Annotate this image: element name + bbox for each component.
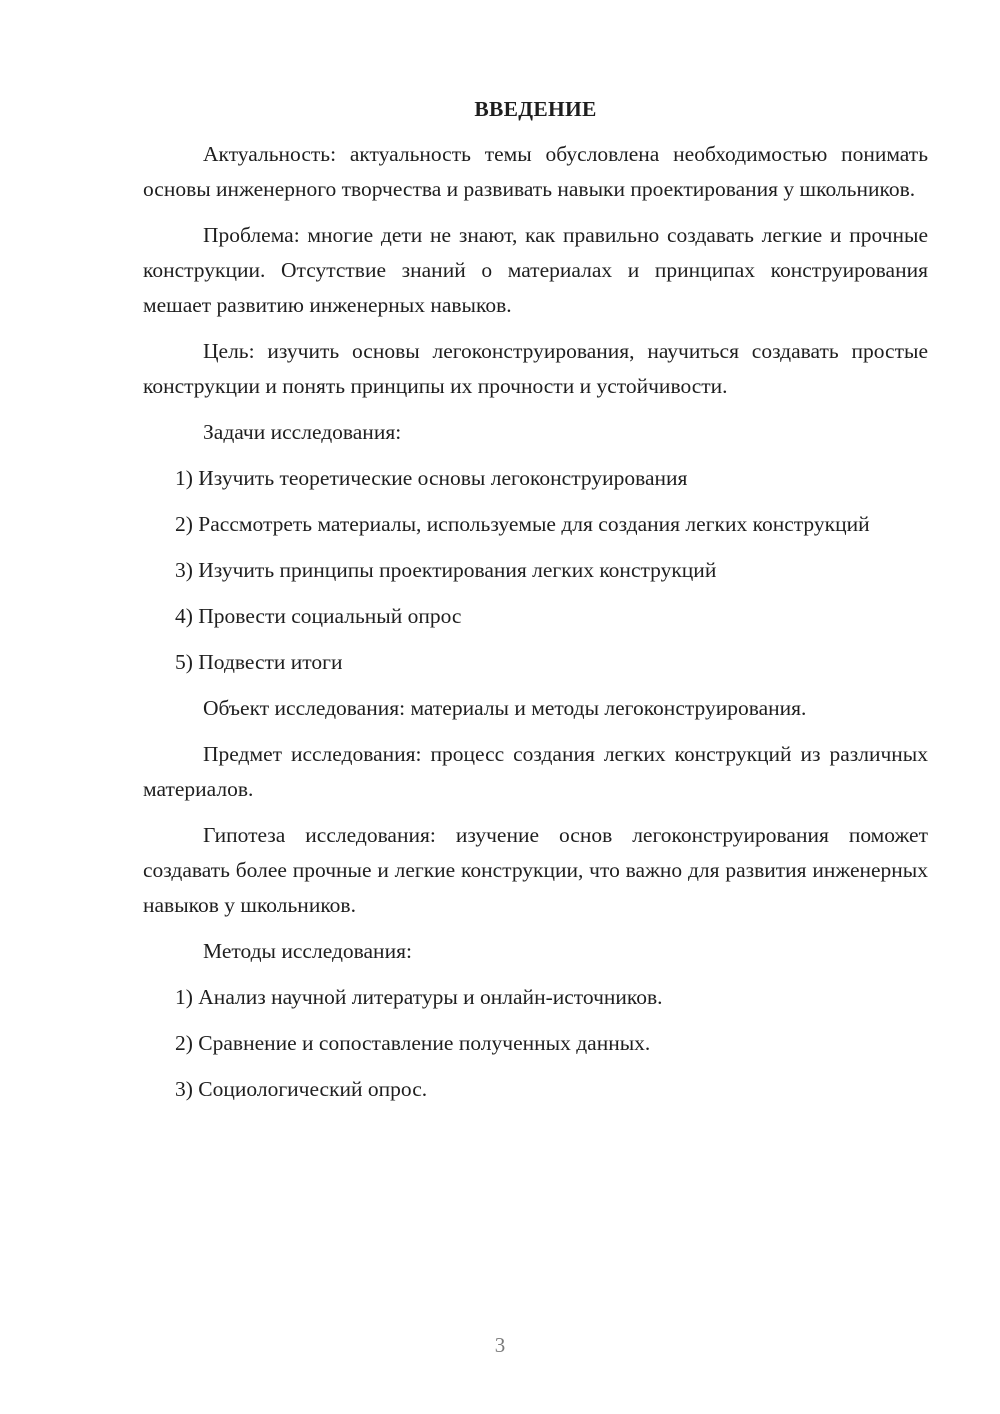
method-item: 2) Сравнение и сопоставление полученных данных.: [175, 1031, 651, 1055]
relevance-paragraph: Актуальность: актуальность темы обусловлена необходимостью понимать основы инженерного творчества и развивать навыки проектирования у школьников.: [143, 142, 928, 201]
object-paragraph: Объект исследования: материалы и методы легоконструирования.: [203, 696, 807, 720]
methods-heading: Методы исследования:: [203, 939, 412, 963]
section-title: ВВЕДЕНИЕ: [474, 97, 597, 121]
page-number: 3: [494, 1333, 506, 1357]
problem-paragraph: Проблема: многие дети не знают, как правильно создавать легкие и прочные конструкции. Отсутствие знаний о материалах и принципах конструирования мешает развитию инженерных навыков.: [143, 223, 928, 317]
task-item: 4) Провести социальный опрос: [175, 604, 462, 628]
task-item: 3) Изучить принципы проектирования легких конструкций: [175, 558, 717, 582]
task-item: 1) Изучить теоретические основы легоконструирования: [175, 466, 688, 490]
method-item: 3) Социологический опрос.: [175, 1077, 428, 1101]
tasks-heading: Задачи исследования:: [203, 420, 402, 444]
task-item: 5) Подвести итоги: [175, 650, 343, 674]
hypothesis-paragraph: Гипотеза исследования: изучение основ легоконструирования поможет создавать более прочные и легкие конструкции, что важно для развития инженерных навыков у школьников.: [143, 823, 928, 917]
document-page: [143, 92, 928, 1118]
task-item: 2) Рассмотреть материалы, используемые для создания легких конструкций: [175, 512, 870, 536]
goal-paragraph: Цель: изучить основы легоконструирования, научиться создавать простые конструкции и понять принципы их прочности и устойчивости.: [143, 339, 928, 398]
subject-paragraph: Предмет исследования: процесс создания легких конструкций из различных материалов.: [143, 742, 928, 801]
method-item: 1) Анализ научной литературы и онлайн-источников.: [175, 985, 663, 1009]
